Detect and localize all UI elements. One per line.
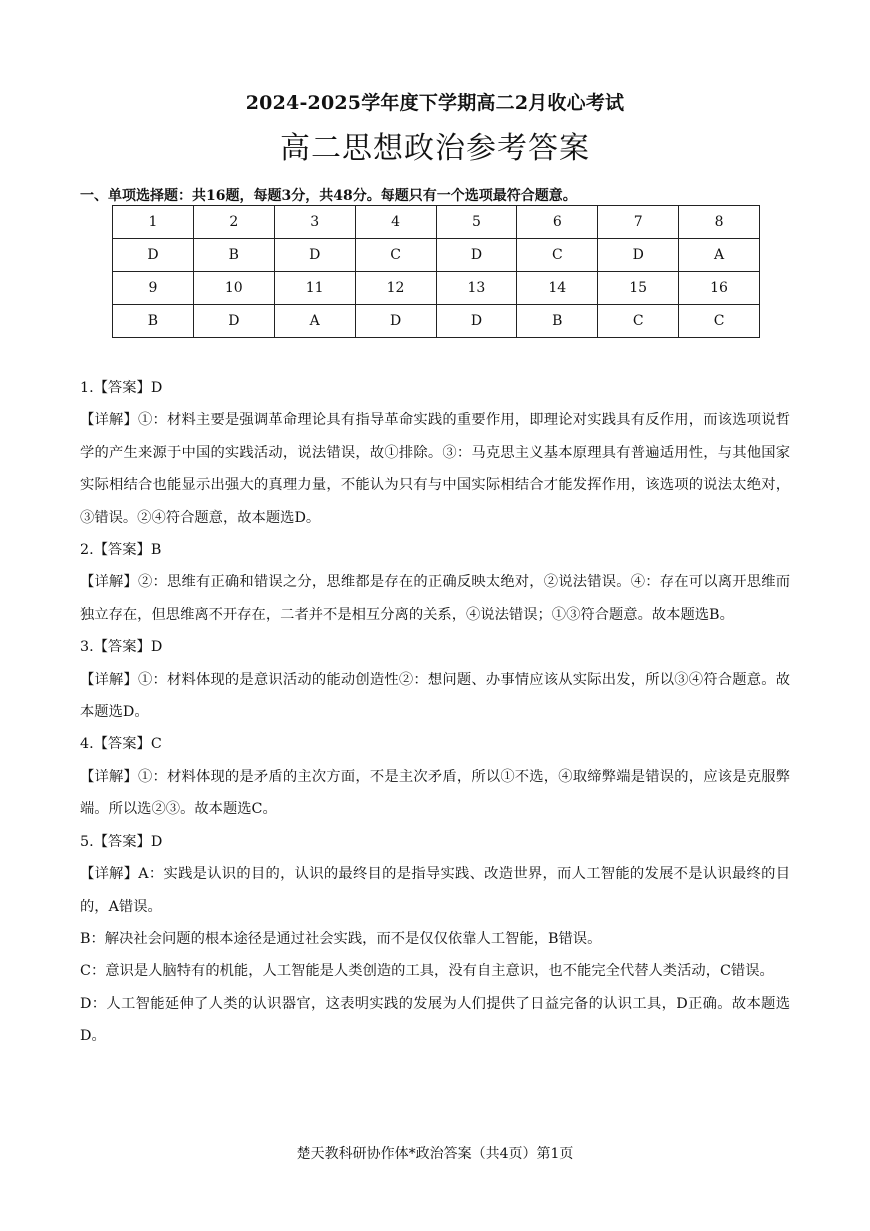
page-footer: 楚天教科研协作体*政治答案（共4页）第1页	[296, 1146, 574, 1162]
explanation-paragraph: 【详解】①：材料主要是强调革命理论具有指导革命实践的重要作用，即理论对实践具有反作用，而该选项说哲学的产生来源于中国的实践活动，说法错误，故①排除。③：马克思主义基本原理具有普遍适用性，与其他国家实际相结合也能显示出强大的真理力量，不能认为只有与中国实际相结合才能发挥作用，该选项的说法太绝对，③错误。②④符合题意，故本题选D。	[80, 412, 790, 526]
explanation-paragraph: D：人工智能延伸了人类的认识器官，这表明实践的发展为人们提供了日益完备的认识工具，D正确。故本题选D。	[80, 995, 790, 1045]
answer-table	[112, 205, 760, 338]
table-cell: 16	[679, 272, 760, 305]
explanation-paragraph: C：意识是人脑特有的机能，人工智能是人类创造的工具，没有自主意识，也不能完全代替人类活动，C错误。	[80, 963, 774, 980]
table-cell: 1	[113, 206, 194, 239]
table-cell: 2	[193, 206, 274, 239]
exam-title: 2024-2025学年度下学期高二2月收心考试	[245, 92, 625, 114]
answer-label: 4.【答案】C	[80, 736, 162, 753]
table-row	[113, 206, 760, 239]
table-cell: A	[274, 305, 355, 338]
table-cell: 11	[274, 272, 355, 305]
table-cell: C	[679, 305, 760, 338]
table-cell: B	[517, 305, 598, 338]
answer-explanations	[80, 372, 790, 1053]
table-cell: 8	[679, 206, 760, 239]
table-cell: C	[598, 305, 679, 338]
table-cell: 10	[193, 272, 274, 305]
table-cell: 4	[355, 206, 436, 239]
explanation-paragraph: 【详解】A：实践是认识的目的，认识的最终目的是指导实践、改造世界，而人工智能的发展不是认识最终的目的，A错误。	[80, 866, 790, 915]
table-cell: 3	[274, 206, 355, 239]
table-cell: C	[355, 239, 436, 272]
explanation-paragraph: 【详解】②：思维有正确和错误之分，思维都是存在的正确反映太绝对，②说法错误。④：存在可以离开思维而独立存在，但思维离不开存在，二者并不是相互分离的关系，④说法错误；①③符合题意。故本题选B。	[80, 574, 790, 623]
table-cell: 9	[113, 272, 194, 305]
table-cell: 5	[436, 206, 517, 239]
table-cell: D	[113, 239, 194, 272]
table-cell: D	[193, 305, 274, 338]
subject-title: 高二思想政治参考答案	[280, 131, 590, 166]
explanation-paragraph: B：解决社会问题的根本途径是通过社会实践，而不是仅仅依靠人工智能，B错误。	[80, 930, 602, 947]
table-cell: D	[355, 305, 436, 338]
explanation-paragraph: 【详解】①：材料体现的是意识活动的能动创造性②：想问题、办事情应该从实际出发，所以③④符合题意。故本题选D。	[80, 671, 790, 721]
answer-label: 3.【答案】D	[80, 639, 163, 656]
answer-label: 2.【答案】B	[80, 542, 162, 559]
table-row	[113, 272, 760, 305]
section-heading: 一、单项选择题：共16题，每题3分，共48分。每题只有一个选项最符合题意。	[80, 188, 577, 204]
table-cell: 7	[598, 206, 679, 239]
table-cell: B	[113, 305, 194, 338]
table-cell: D	[274, 239, 355, 272]
table-cell: B	[193, 239, 274, 272]
table-cell: 12	[355, 272, 436, 305]
table-cell: 13	[436, 272, 517, 305]
table-cell: D	[598, 239, 679, 272]
table-row	[113, 239, 760, 272]
table-cell: D	[436, 239, 517, 272]
table-cell: C	[517, 239, 598, 272]
table-cell: 6	[517, 206, 598, 239]
table-cell: A	[679, 239, 760, 272]
table-cell: 14	[517, 272, 598, 305]
answer-label: 5.【答案】D	[80, 833, 163, 850]
answer-label: 1.【答案】D	[80, 380, 163, 396]
table-cell: D	[436, 305, 517, 338]
explanation-paragraph: 【详解】①：材料体现的是矛盾的主次方面，不是主次矛盾，所以①不选，④取缔弊端是错误的，应该是克服弊端。所以选②③。故本题选C。	[80, 768, 790, 818]
table-row	[113, 305, 760, 338]
table-cell: 15	[598, 272, 679, 305]
